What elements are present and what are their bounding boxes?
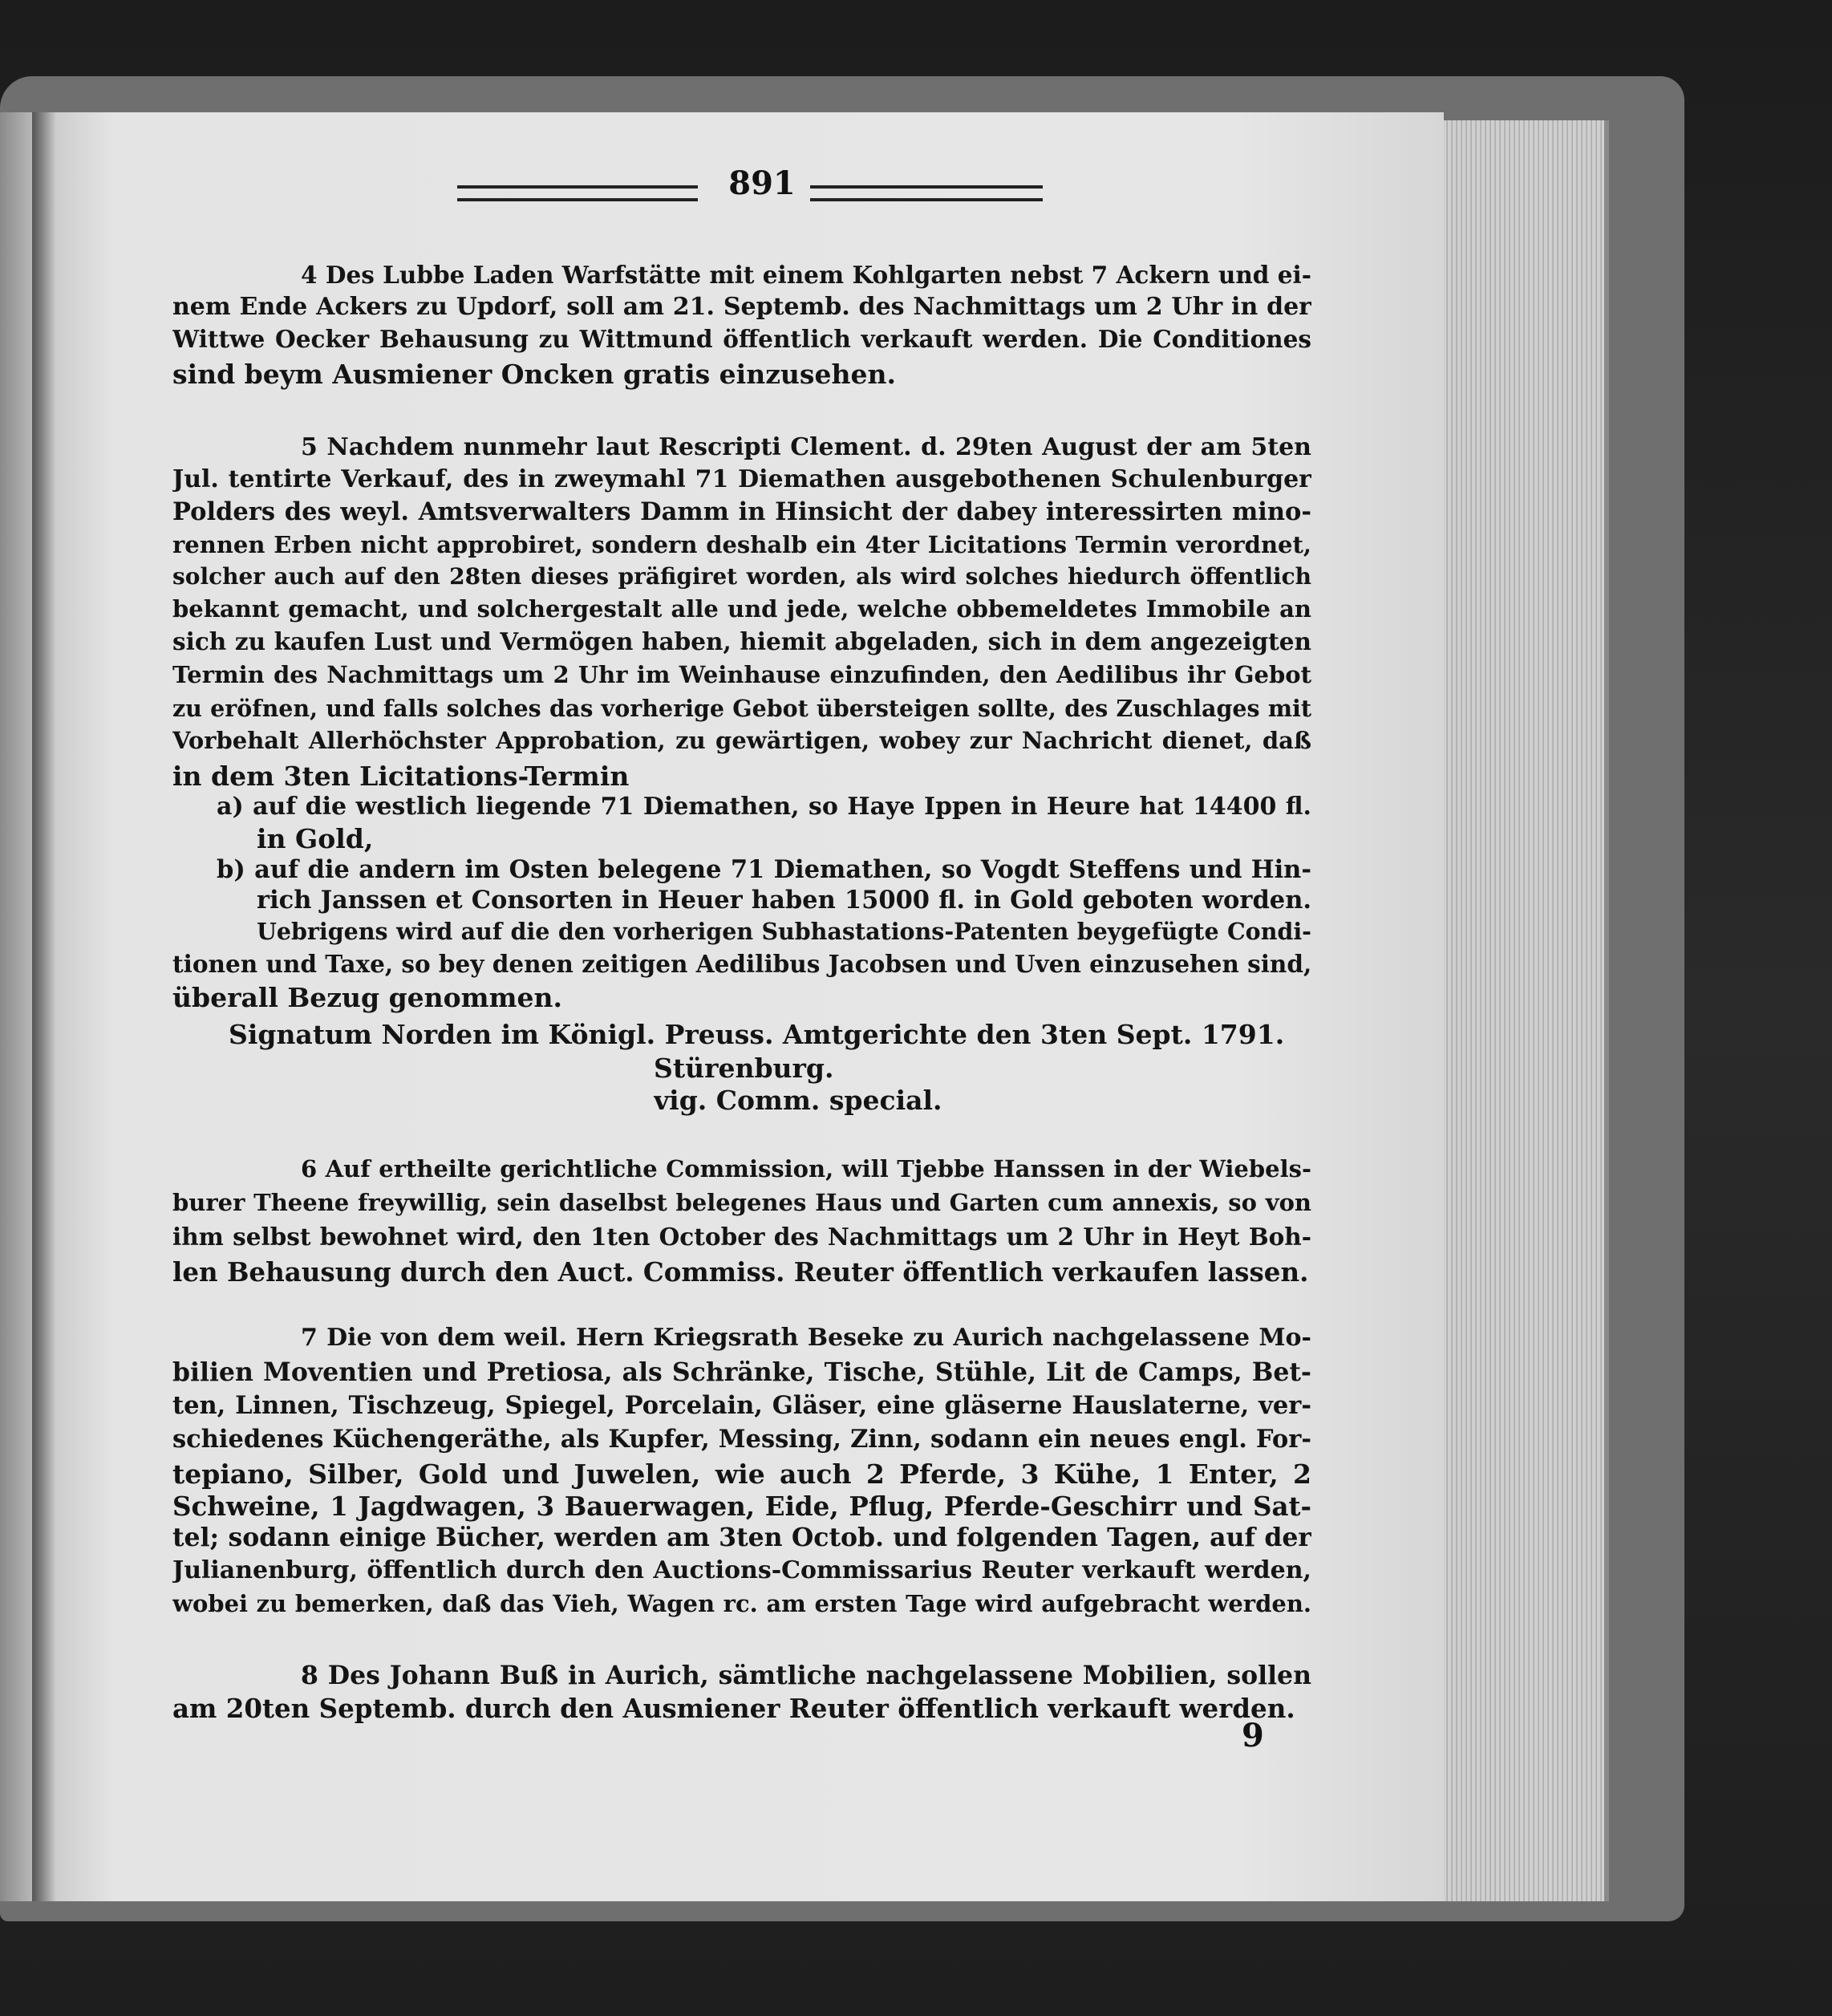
text-line: 4 Des Lubbe Laden Warfstätte mit einem Kohlgarten nebst 7 Ackern und ei- [301,261,1311,289]
text-line: Uebrigens wird auf die den vorherigen Subhastations-Patenten beygefügte Condi- [257,918,1311,945]
text-line: b) auf die andern im Osten belegene 71 Diemathen, so Vogdt Steffens und Hin- [217,855,1311,884]
text-line: a) auf die westlich liegende 71 Diemathen, so Haye Ippen in Heure hat 14400 fl. [217,793,1311,821]
text-line: Wittwe Oecker Behausung zu Wittmund öffentlich verkauft werden. Die Conditiones [172,325,1311,353]
text-line: ihm selbst bewohnet wird, den 1ten October des Nachmittags um 2 Uhr in Heyt Boh- [172,1223,1311,1251]
text-line: Polders des weyl. Amtsverwalters Damm in Hinsicht der dabey interessirten mino- [172,497,1311,526]
text-line: tionen und Taxe, so bey denen zeitigen Aedilibus Jacobsen und Uven einzusehen sind, [172,950,1311,978]
header-rule-right [810,185,1043,201]
text-line: Stürenburg. [654,1053,834,1084]
catchword: 9 [1242,1717,1264,1754]
text-line: in Gold, [257,823,374,854]
text-line: 8 Des Johann Buß in Aurich, sämtliche nachgelassene Mobilien, sollen [301,1661,1311,1690]
text-line: tel; sodann einige Bücher, werden am 3ten Octob. und folgenden Tagen, auf der [172,1523,1311,1552]
text-line: überall Bezug genommen. [172,982,562,1013]
text-line: Julianenburg, öffentlich durch den Auctions-Commissarius Reuter verkauft werden, [172,1556,1311,1584]
text-line: rich Janssen et Consorten in Heuer haben 15000 fl. in Gold geboten worden. [257,886,1311,915]
text-line: solcher auch auf den 28ten dieses präfigiret worden, als wird solches hiedurch öffentlich [172,563,1311,590]
header-rule-left [457,185,698,201]
text-line: wobei zu bemerken, daß das Vieh, Wagen rc. am ersten Tage wird aufgebracht werden. [172,1590,1311,1617]
text-line: sich zu kaufen Lust und Vermögen haben, hiemit abgeladen, sich in dem angezeigten [172,627,1311,655]
text-line: schiedenes Küchengeräthe, als Kupfer, Messing, Zinn, sodann ein neues engl. For- [172,1425,1311,1454]
text-line: tepiano, Silber, Gold und Juwelen, wie auch 2 Pferde, 3 Kühe, 1 Enter, 2 [172,1458,1311,1490]
text-line: am 20ten Septemb. durch den Ausmiener Reuter öffentlich verkauft werden. [172,1693,1295,1724]
text-line: vig. Comm. special. [654,1085,942,1116]
text-line: 6 Auf ertheilte gerichtliche Commission, will Tjebbe Hanssen in der Wiebels- [301,1155,1311,1182]
text-line: sind beym Ausmiener Oncken gratis einzusehen. [172,359,896,390]
text-line: len Behausung durch den Auct. Commiss. Reuter öffentlich verkaufen lassen. [172,1256,1309,1288]
text-line: nem Ende Ackers zu Updorf, soll am 21. Septemb. des Nachmittags um 2 Uhr in der [172,293,1311,321]
page-header [457,164,1043,213]
text-line: Schweine, 1 Jagdwagen, 3 Bauerwagen, Eide, Pflug, Pferde-Geschirr und Sat- [172,1491,1311,1522]
text-line: in dem 3ten Licitations-Termin [172,761,630,792]
text-line: bilien Moventien und Pretiosa, als Schränke, Tische, Stühle, Lit de Camps, Bet- [172,1357,1311,1387]
page-fore-edge [1444,120,1609,1901]
text-line: 7 Die von dem weil. Hern Kriegsrath Beseke zu Aurich nachgelassene Mo- [301,1324,1311,1352]
text-line: Jul. tentirte Verkauf, des in zweymahl 71 Diemathen ausgebothenen Schulenburger [172,465,1311,493]
text-line: Termin des Nachmittags um 2 Uhr im Weinhause einzufinden, den Aedilibus ihr Gebot [172,661,1311,688]
text-line: zu eröfnen, und falls solches das vorherige Gebot übersteigen sollte, des Zuschlages mit [172,695,1311,722]
text-line: rennen Erben nicht approbiret, sondern deshalb ein 4ter Licitations Termin verordnet, [172,531,1311,558]
text-line: Signatum Norden im Königl. Preuss. Amtgerichte den 3ten Sept. 1791. [229,1019,1285,1050]
page-number: 891 [728,164,796,202]
spine-shadow [32,112,56,1901]
text-line: 5 Nachdem nunmehr laut Rescripti Clement. d. 29ten August der am 5ten [301,433,1311,461]
text-line: burer Theene freywillig, sein daselbst belegenes Haus und Garten cum annexis, so von [172,1189,1311,1216]
text-line: bekannt gemacht, und solchergestalt alle und jede, welche obbemeldetes Immobile an [172,595,1311,623]
text-line: ten, Linnen, Tischzeug, Spiegel, Porcelain, Gläser, eine gläserne Hauslaterne, ver- [172,1391,1311,1420]
text-line: Vorbehalt Allerhöchster Approbation, zu gewärtigen, wobey zur Nachricht dienet, daß [172,727,1311,754]
